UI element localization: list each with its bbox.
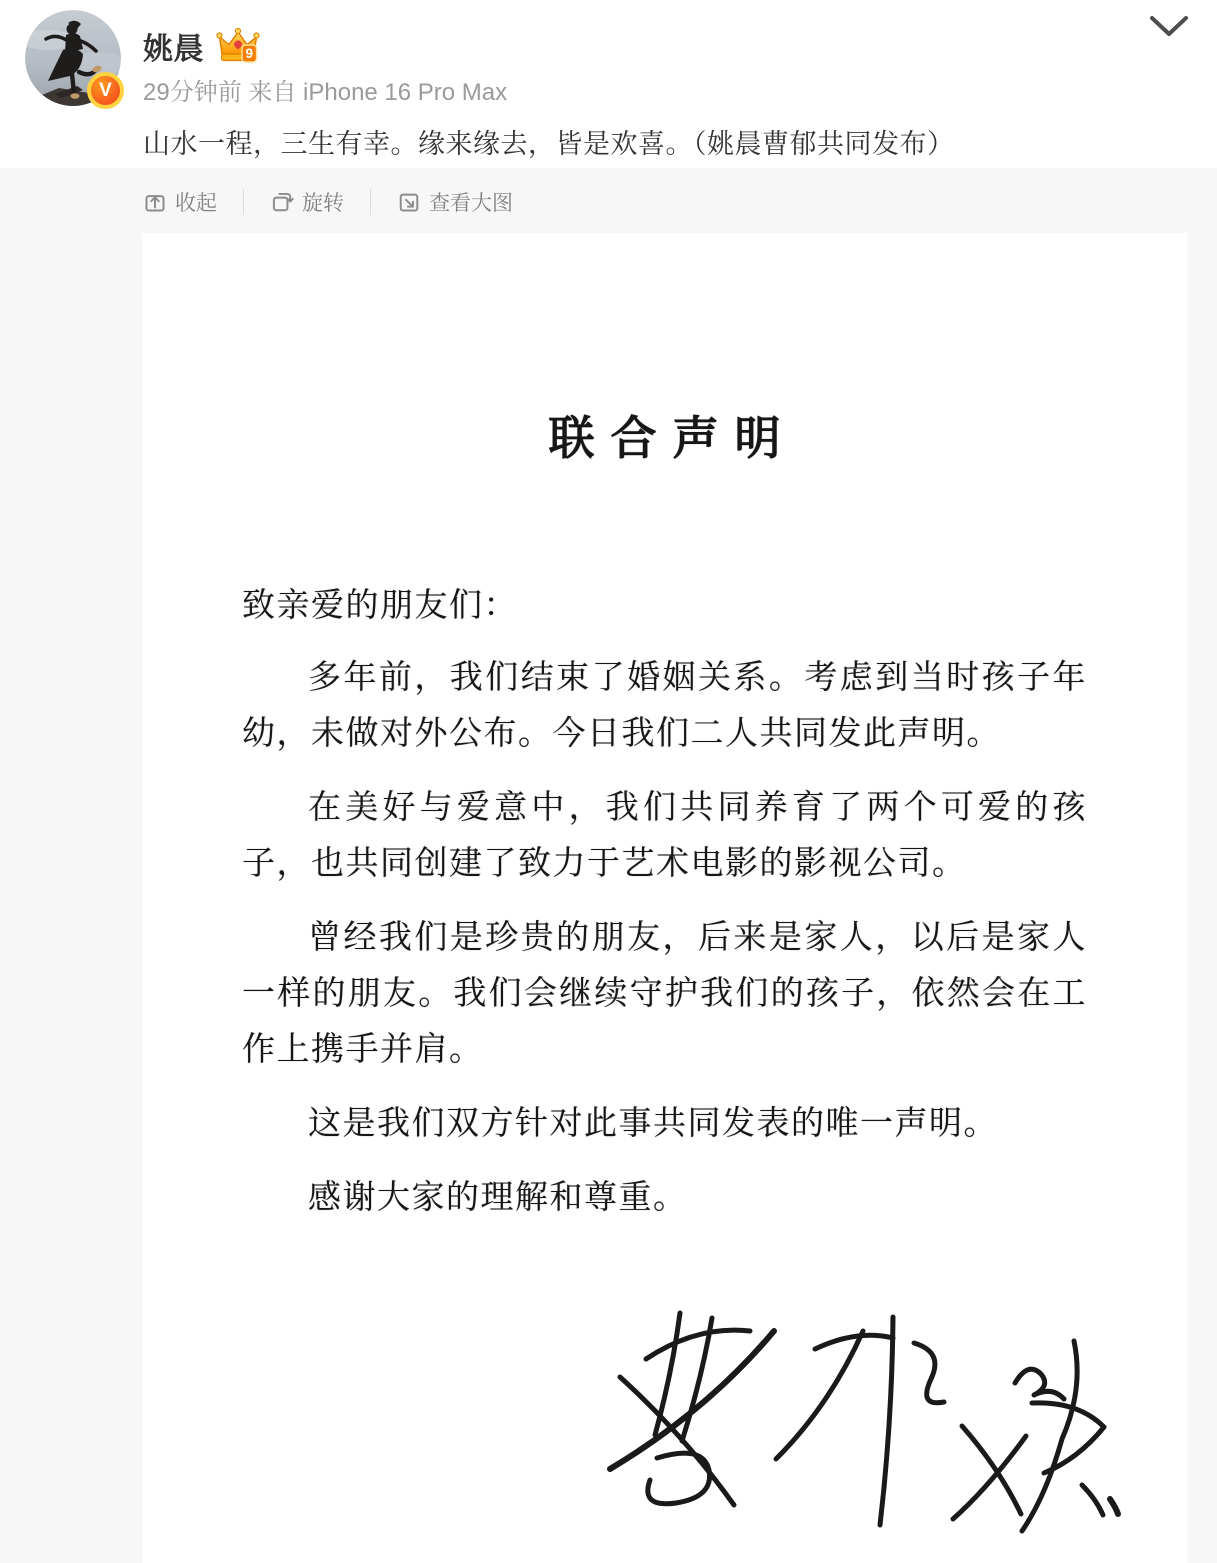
document-paragraph: 在美好与爱意中，我们共同养育了两个可爱的孩子，也共同创建了致力于艺术电影的影视公司。: [242, 790, 1087, 882]
signature-name: [142, 1244, 143, 1245]
chevron-down-icon[interactable]: [1146, 12, 1192, 44]
document-paragraph: 这是我们双方针对此事共同发表的唯一声明。: [308, 1106, 998, 1142]
toolbar-divider: [243, 189, 244, 215]
collapse-label: 收起: [175, 192, 217, 215]
document-paragraph: 感谢大家的理解和尊重。: [308, 1180, 688, 1216]
image-expand-icon: [397, 190, 421, 214]
handwritten-signatures: [562, 1273, 1142, 1543]
collapse-button[interactable]: [143, 187, 217, 217]
crown-level-icon[interactable]: [216, 27, 260, 65]
view-large-button[interactable]: [397, 187, 513, 217]
signature-name: [142, 1244, 143, 1245]
document-paragraph: 多年前，我们结束了婚姻关系。考虑到当时孩子年幼，未做对外公布。今日我们二人共同发此声明。: [242, 660, 1087, 752]
statement-image[interactable]: [142, 233, 1187, 1563]
box-arrow-up-icon: [143, 190, 167, 214]
vip-level-number: 9: [245, 46, 253, 61]
rotate-icon: [270, 190, 294, 214]
avatar[interactable]: [25, 10, 121, 106]
verified-glyph: V: [99, 80, 112, 101]
media-panel: [0, 168, 1217, 1563]
document-paragraph: 曾经我们是珍贵的朋友，后来是家人，以后是家人一样的朋友。我们会继续守护我们的孩子，依然会在工作上携手并肩。: [242, 920, 1087, 1068]
author-row: [143, 24, 260, 68]
document-title: 联合声明: [548, 413, 797, 464]
verified-v-icon: [87, 72, 124, 109]
rotate-label: 旋转: [302, 192, 344, 215]
author-name[interactable]: 姚晨: [143, 33, 204, 66]
post-meta: 29分钟前 来自 iPhone 16 Pro Max: [143, 79, 508, 106]
document-salutation: 致亲爱的朋友们：: [242, 588, 518, 624]
view-large-label: 查看大图: [429, 192, 513, 215]
image-toolbar: [143, 187, 513, 217]
post-text: 山水一程，三生有幸。缘来缘去，皆是欢喜。（姚晨曹郁共同发布）: [143, 129, 955, 159]
statement-document: [142, 233, 1187, 1226]
toolbar-divider: [370, 189, 371, 215]
rotate-button[interactable]: [270, 187, 344, 217]
